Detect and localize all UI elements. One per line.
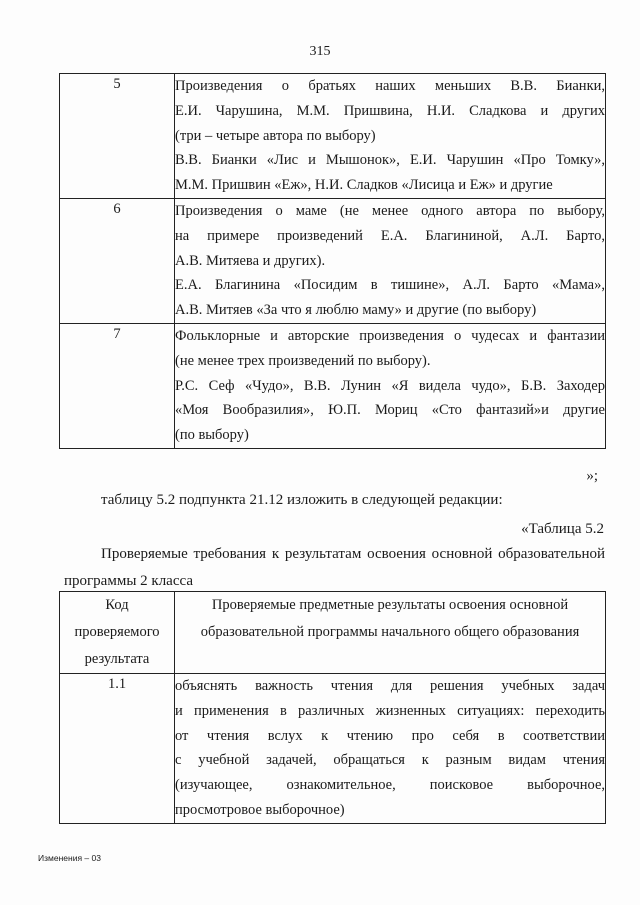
text-line: А.В. Митяев «За что я люблю маму» и другие (по выбору) xyxy=(175,302,537,319)
row-number-cell xyxy=(60,323,175,448)
caption-line: программы 2 класса xyxy=(64,573,193,589)
text-line: Р.С. Сеф «Чудо», В.В. Лунин «Я видела чудо», Б.В. Заходер xyxy=(175,377,605,394)
text-line: от чтения вслух к чтению про себя в соответствии xyxy=(175,727,605,744)
row-number: 6 xyxy=(113,200,121,217)
row-number-cell xyxy=(60,198,175,323)
header-line: образовательной программы начального общего образования xyxy=(200,624,580,640)
reading-works-table xyxy=(59,73,606,449)
caption-line: Проверяемые требования к результатам освоения основной образовательной xyxy=(101,546,605,562)
text-line: объяснять важность чтения для решения учебных задач xyxy=(175,678,605,694)
text-line: Фольклорные и авторские произведения о чудесах и фантазии xyxy=(175,327,605,344)
text-line: Произведения о маме (не менее одного автора по выбору, xyxy=(175,202,605,219)
text-line: (изучающее, ознакомительное, поисковое выборочное, xyxy=(175,777,605,794)
row-number-cell xyxy=(60,74,175,199)
text-line: и применения в различных жизненных ситуациях: переходить xyxy=(175,702,605,719)
text-line: Произведения о братьях наших меньших В.В. Бианки, xyxy=(175,78,605,94)
header-code-cell xyxy=(60,592,175,674)
row-number: 1.1 xyxy=(107,676,127,692)
text-line: на примере произведений Е.А. Благининой, А.Л. Барто, xyxy=(175,227,605,244)
row-number-cell xyxy=(60,674,175,824)
row-number: 7 xyxy=(113,325,121,342)
text-line: просмотровое выборочное) xyxy=(175,801,345,818)
amendment-instruction: таблицу 5.2 подпункта 21.12 изложить в следующей редакции: xyxy=(101,492,503,508)
table-row xyxy=(60,74,606,199)
text-line: А.В. Митяева и других). xyxy=(175,252,326,269)
page-number: 315 xyxy=(309,44,331,59)
text-line: М.М. Пришвин «Еж», Н.И. Сладков «Лисица и Еж» и другие xyxy=(175,177,553,194)
header-line: Код xyxy=(105,597,129,613)
header-line: результата xyxy=(84,651,150,667)
header-line: проверяемого xyxy=(74,624,160,640)
row-content-cell xyxy=(175,74,606,199)
header-line: Проверяемые предметные результаты освоения основной xyxy=(211,597,569,613)
text-line: Е.А. Благинина «Посидим в тишине», А.Л. Барто «Мама», xyxy=(175,277,605,294)
text-line: (не менее трех произведений по выбору). xyxy=(175,352,431,369)
table-row xyxy=(60,198,606,323)
closing-quote: »; xyxy=(586,468,598,484)
text-line: с учебной задачей, обращаться к разным видам чтения xyxy=(175,752,605,769)
table-header-row xyxy=(60,592,606,674)
row-content-cell xyxy=(175,323,606,448)
row-content-cell xyxy=(175,198,606,323)
text-line: Е.И. Чарушина, М.М. Пришвина, Н.И. Сладкова и других xyxy=(175,102,605,119)
table-label: «Таблица 5.2 xyxy=(521,521,604,537)
text-line: (по выбору) xyxy=(175,427,249,444)
row-content-cell xyxy=(175,674,606,824)
table-caption xyxy=(64,541,605,595)
row-number: 5 xyxy=(113,76,121,92)
text-line: (три – четыре автора по выбору) xyxy=(175,127,376,144)
requirements-table xyxy=(59,591,606,824)
text-line: «Моя Вообразилия», Ю.П. Мориц «Сто фантазий»и другие xyxy=(175,402,605,419)
header-results-cell xyxy=(175,592,606,674)
table-row xyxy=(60,323,606,448)
text-line: В.В. Бианки «Лис и Мышонок», Е.И. Чарушин «Про Томку», xyxy=(175,152,605,169)
table-row xyxy=(60,674,606,824)
footer-revision: Изменения – 03 xyxy=(38,853,101,863)
